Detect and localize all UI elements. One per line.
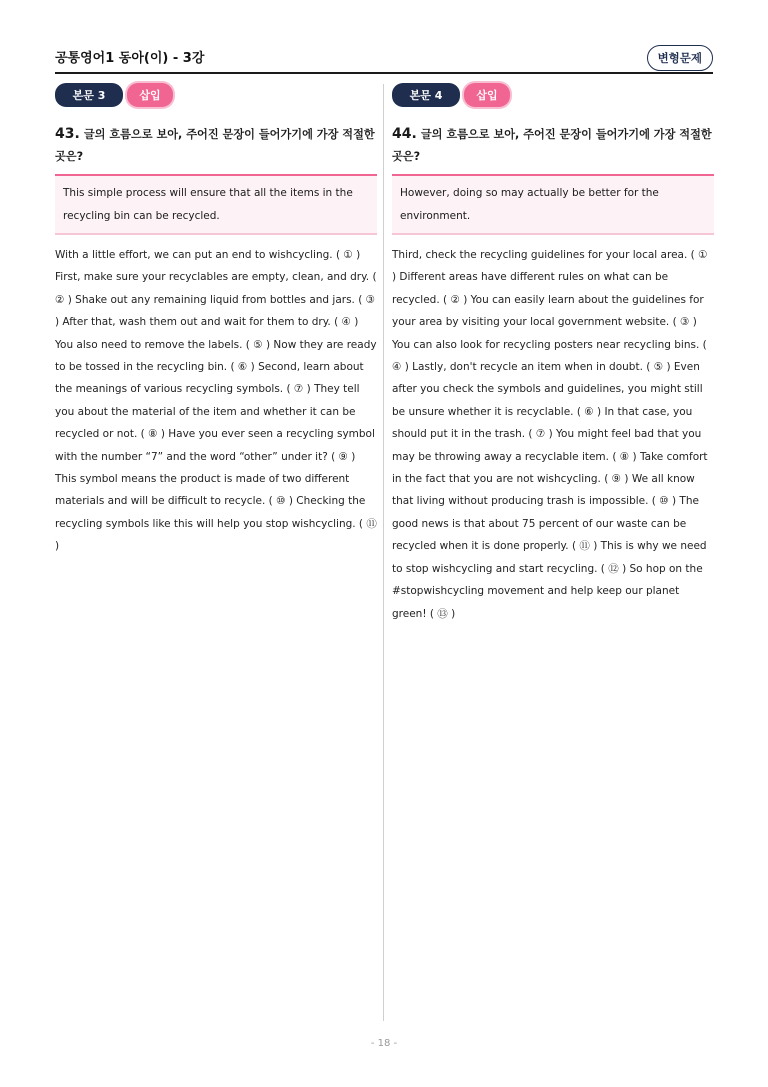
question-44 <box>392 83 714 625</box>
type-tag: 삽입 <box>464 83 510 107</box>
passage-text: Third, check the recycling guidelines for your local area. ( ① ) Different areas have different rules on what can be recycled. ( ② ) You can easily learn about the guidelines for your area by visiting your local government website. ( ③ ) You can also look for recycling posters near recycling bins. ( ④ ) Lastly, don't recycle an item when in doubt. ( ⑤ ) Even after you check the symbols and guidelines, you might still be unsure whether it is recyclable. ( ⑥ ) In that case, you should put it in the trash. ( ⑦ ) You might feel bad that you may be throwing away a recyclable item. ( ⑧ ) Take comfort in the fact that you are not wishcycling. ( ⑨ ) We all know that living without producing trash is impossible. ( ⑩ ) The good news is that about 75 percent of our waste can be recycled when it is done properly. ( ⑪ ) This is why we need to stop wishcycling and start recycling. ( ⑫ ) So hop on the #stopwishcycling movement and help keep our planet green! ( ⑬ ) <box>392 249 708 620</box>
question-number: 43. <box>55 126 80 142</box>
page-title: 공통영어1 동아(이) - 3강 <box>55 51 205 66</box>
given-sentence-box: However, doing so may actually be better for the environment. <box>392 174 714 235</box>
question-43 <box>55 83 377 558</box>
passage-text: With a little effort, we can put an end to wishcycling. ( ① ) First, make sure your recyclables are empty, clean, and dry. ( ② ) Shake out any remaining liquid from bottles and jars. ( ③ ) After that, wash them out and wait for them to dry. ( ④ ) You also need to remove the labels. ( ⑤ ) Now they are ready to be tossed in the recycling bin. ( ⑥ ) Second, learn about the meanings of various recycling symbols. ( ⑦ ) They tell you about the material of the item and whether it can be recycled or not. ( ⑧ ) Have you ever seen a recycling symbol with the number “7” and the word “other” under it? ( ⑨ ) This symbol means the product is made of two different materials and will be difficult to recycle. ( ⑩ ) Checking the recycling symbols like this will help you stop wishcycling. ( ⑪ ) <box>55 249 377 553</box>
type-tag: 삽입 <box>127 83 173 107</box>
header-rule <box>55 72 713 74</box>
question-stem <box>55 123 377 168</box>
given-sentence-box: This simple process will ensure that all the items in the recycling bin can be recycled. <box>55 174 377 235</box>
tag-row <box>55 83 377 105</box>
section-tag: 본문 4 <box>392 83 460 107</box>
type-badge: 변형문제 <box>647 45 713 71</box>
page-number: - 18 - <box>370 1038 398 1049</box>
question-number: 44. <box>392 126 417 142</box>
section-tag: 본문 3 <box>55 83 123 107</box>
column-divider <box>383 84 384 1021</box>
question-stem <box>392 123 714 168</box>
question-text: 글의 흐름으로 보아, 주어진 문장이 들어가기에 가장 적절한 곳은? <box>392 128 712 163</box>
question-text: 글의 흐름으로 보아, 주어진 문장이 들어가기에 가장 적절한 곳은? <box>55 128 375 163</box>
tag-row <box>392 83 714 105</box>
